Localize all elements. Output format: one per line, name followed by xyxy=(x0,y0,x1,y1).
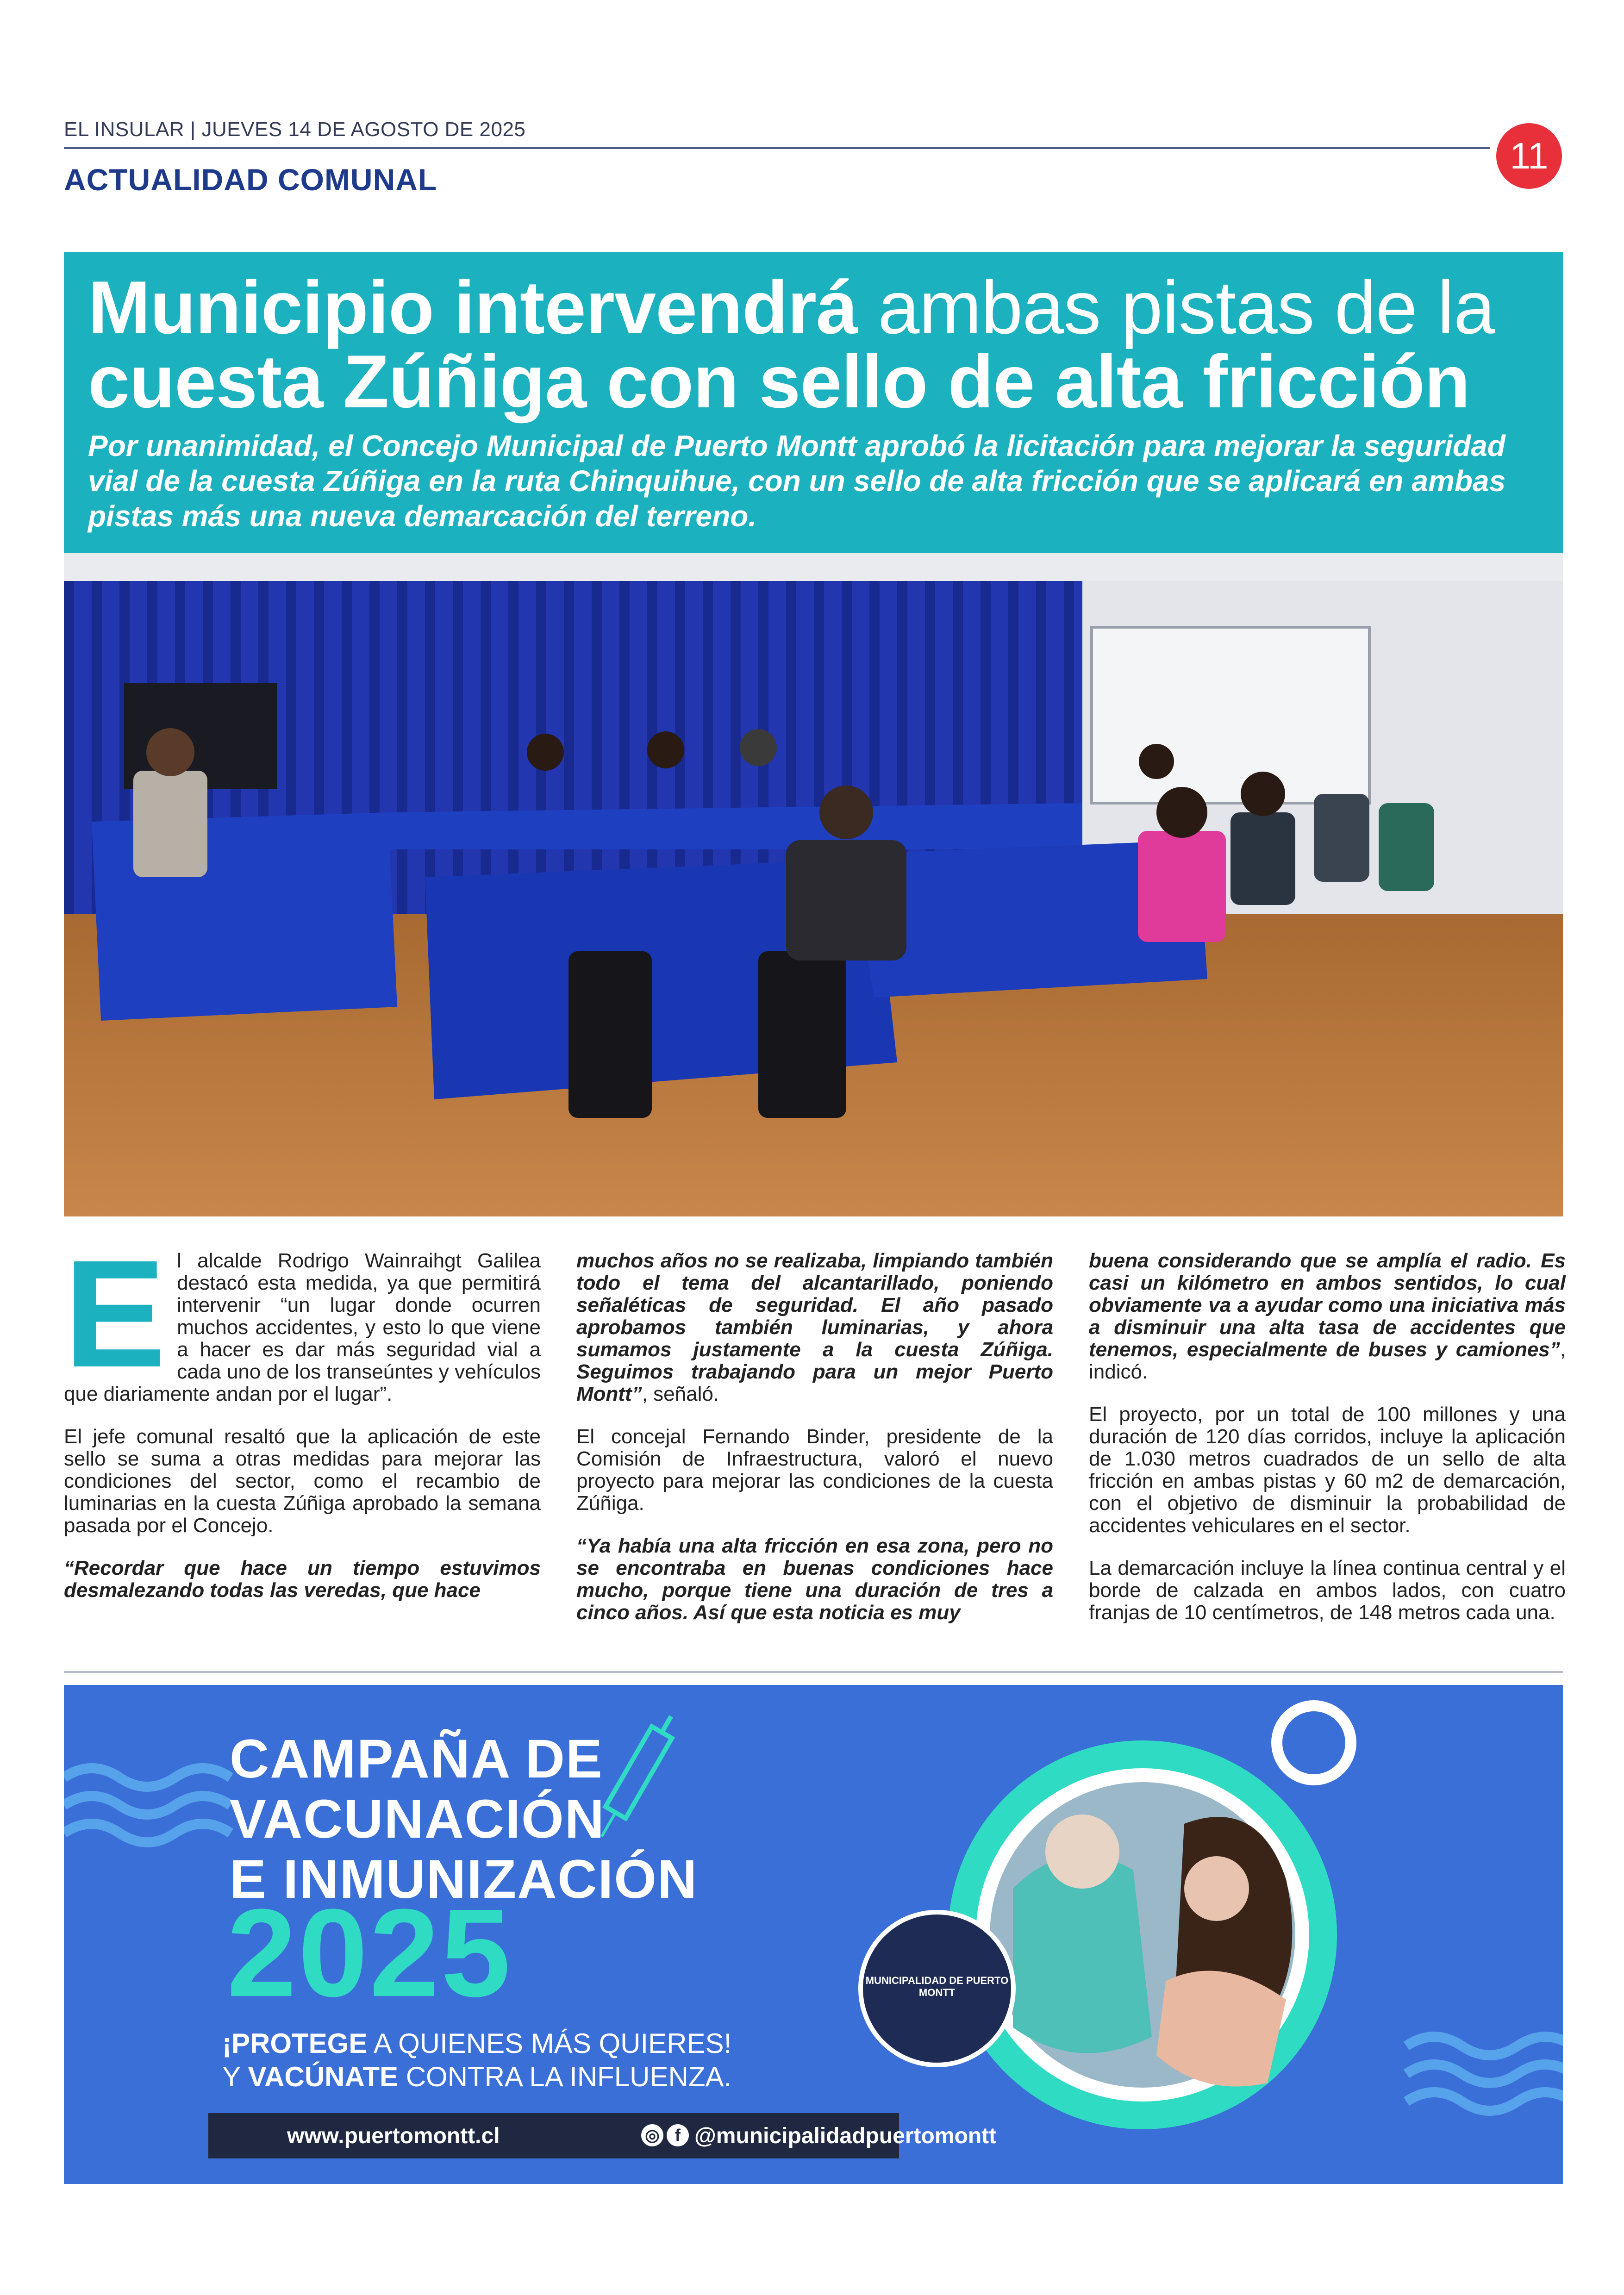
municipality-seal xyxy=(858,1910,1016,2067)
article-photo xyxy=(64,553,1563,1216)
paragraph-9: La demarcación incluye la línea continua central y el borde de calzada en ambos lados, con cuatro franjas de 10 centímetros, de 148 metros cada una. xyxy=(1089,1557,1566,1624)
ad-tagline-1-rest: A QUIENES MÁS QUIERES! xyxy=(367,2028,732,2059)
paragraph-5: El concejal Fernando Binder, presidente de la Comisión de Infraestructura, valoró el nuevo proyecto para mejorar las condiciones de la cuesta Zúñiga. xyxy=(576,1425,1053,1515)
paragraph-1: l alcalde Rodrigo Wainraihgt Galilea destacó esta medida, ya que permitirá intervenir “un lugar donde ocurren muchos accidentes, y esto lo que viene a hacer es dar más seguridad vial a cada uno de los transeúntes y vehículos que diariamente andan por el lugar”. xyxy=(64,1249,541,1405)
article-column-2 xyxy=(576,1250,1053,1644)
headline-bold-1: Municipio intervendrá xyxy=(88,266,858,349)
ad-social-handle[interactable]: @municipalidadpuertomontt xyxy=(694,2124,997,2148)
headline xyxy=(88,266,1551,424)
ad-tagline-2-pre: Y xyxy=(222,2061,248,2092)
headline-box xyxy=(64,252,1563,553)
ad-tagline-2-bold: VACÚNATE xyxy=(248,2061,399,2092)
paragraph-7-tail: , indicó. xyxy=(1089,1338,1566,1383)
instagram-icon[interactable]: ◎ xyxy=(641,2124,663,2146)
section-title: ACTUALIDAD COMUNAL xyxy=(64,162,437,197)
paragraph-7: buena considerando que se amplía el radio. Es casi un kilómetro en ambos sentidos, lo cual obviamente va a ayudar como una iniciativa más a disminuir una alta tasa de accidentes que tenemos, especialmente de buses y camiones” xyxy=(1089,1249,1566,1361)
paragraph-3: “Recordar que hace un tiempo estuvimos desmalezando todas las veredas, que hace xyxy=(64,1557,541,1602)
header-rule xyxy=(64,147,1490,149)
ad-tagline-1 xyxy=(222,2027,731,2059)
paragraph-2: El jefe comunal resaltó que la aplicación de este sello se suma a otras medidas para mejorar las condiciones del sector, como el recambio de luminarias en la cuesta Zúñiga aprobado la semana pasada por el Concejo. xyxy=(64,1425,541,1537)
ad-year: 2025 xyxy=(227,1883,512,2023)
ad-tagline-2-rest: CONTRA LA INFLUENZA. xyxy=(398,2061,732,2092)
ad-title-line-3: E INMUNIZACIÓN xyxy=(230,1849,698,1910)
ad-contact-bar xyxy=(208,2113,997,2158)
subhead: Por unanimidad, el Concejo Municipal de Puerto Montt aprobó la licitación para mejorar la seguridad vial de la cuesta Zúñiga en la ruta Chinquihue, con un sello de alta fricción que se aplicará en ambas pistas más una nueva demarcación del terreno. xyxy=(88,429,1506,533)
ad-tagline-2 xyxy=(222,2061,731,2093)
paragraph-8: El proyecto, por un total de 100 millones y una duración de 120 días corridos, incluye la aplicación de 1.030 metros cuadrados de un sello de alta fricción en ambas pistas y 60 m2 de demarcación, con el objetivo de disminuir la probabilidad de accidentes vehiculares en el sector. xyxy=(1089,1403,1566,1537)
ad-title-line-1: CAMPAÑA DE xyxy=(230,1728,603,1790)
masthead: EL INSULAR | JUEVES 14 DE AGOSTO DE 2025 xyxy=(64,118,526,141)
page-number-badge: 11 xyxy=(1496,123,1562,189)
ad-website-link[interactable]: www.puertomontt.cl xyxy=(287,2124,500,2148)
article-column-1 xyxy=(64,1228,541,1622)
ad-tagline-1-bold: ¡PROTEGE xyxy=(222,2028,368,2059)
headline-bold-2: cuesta Zúñiga con sello de alta fricción xyxy=(88,340,1470,424)
facebook-icon[interactable]: f xyxy=(667,2124,689,2146)
drop-cap: E xyxy=(64,1228,166,1399)
ad-divider xyxy=(64,1671,1563,1673)
article-column-3 xyxy=(1089,1250,1566,1644)
headline-light: ambas pistas de la xyxy=(857,266,1495,349)
paragraph-4-tail: , señaló. xyxy=(642,1383,719,1405)
vaccination-ad xyxy=(64,1685,1563,2184)
ad-title-line-2: VACUNACIÓN xyxy=(230,1789,606,1850)
seal-text: MUNICIPALIDAD DE PUERTO MONTT xyxy=(865,1975,1009,1998)
ad-title xyxy=(230,1729,698,1909)
paragraph-6: “Ya había una alta fricción en esa zona, pero no se encontraba en buenas condiciones hace mucho, porque tiene una duración de tres a cinco años. Así que esta noticia es muy xyxy=(576,1534,1053,1624)
paragraph-4: muchos años no se realizaba, limpiando también todo el tema del alcantarillado, poniendo señaléticas de seguridad. El año pasado aprobamos también luminarias, y ahora sumamos justamente a la cuesta Zúñiga. Seguimos trabajando para un mejor Puerto Montt” xyxy=(576,1249,1053,1405)
